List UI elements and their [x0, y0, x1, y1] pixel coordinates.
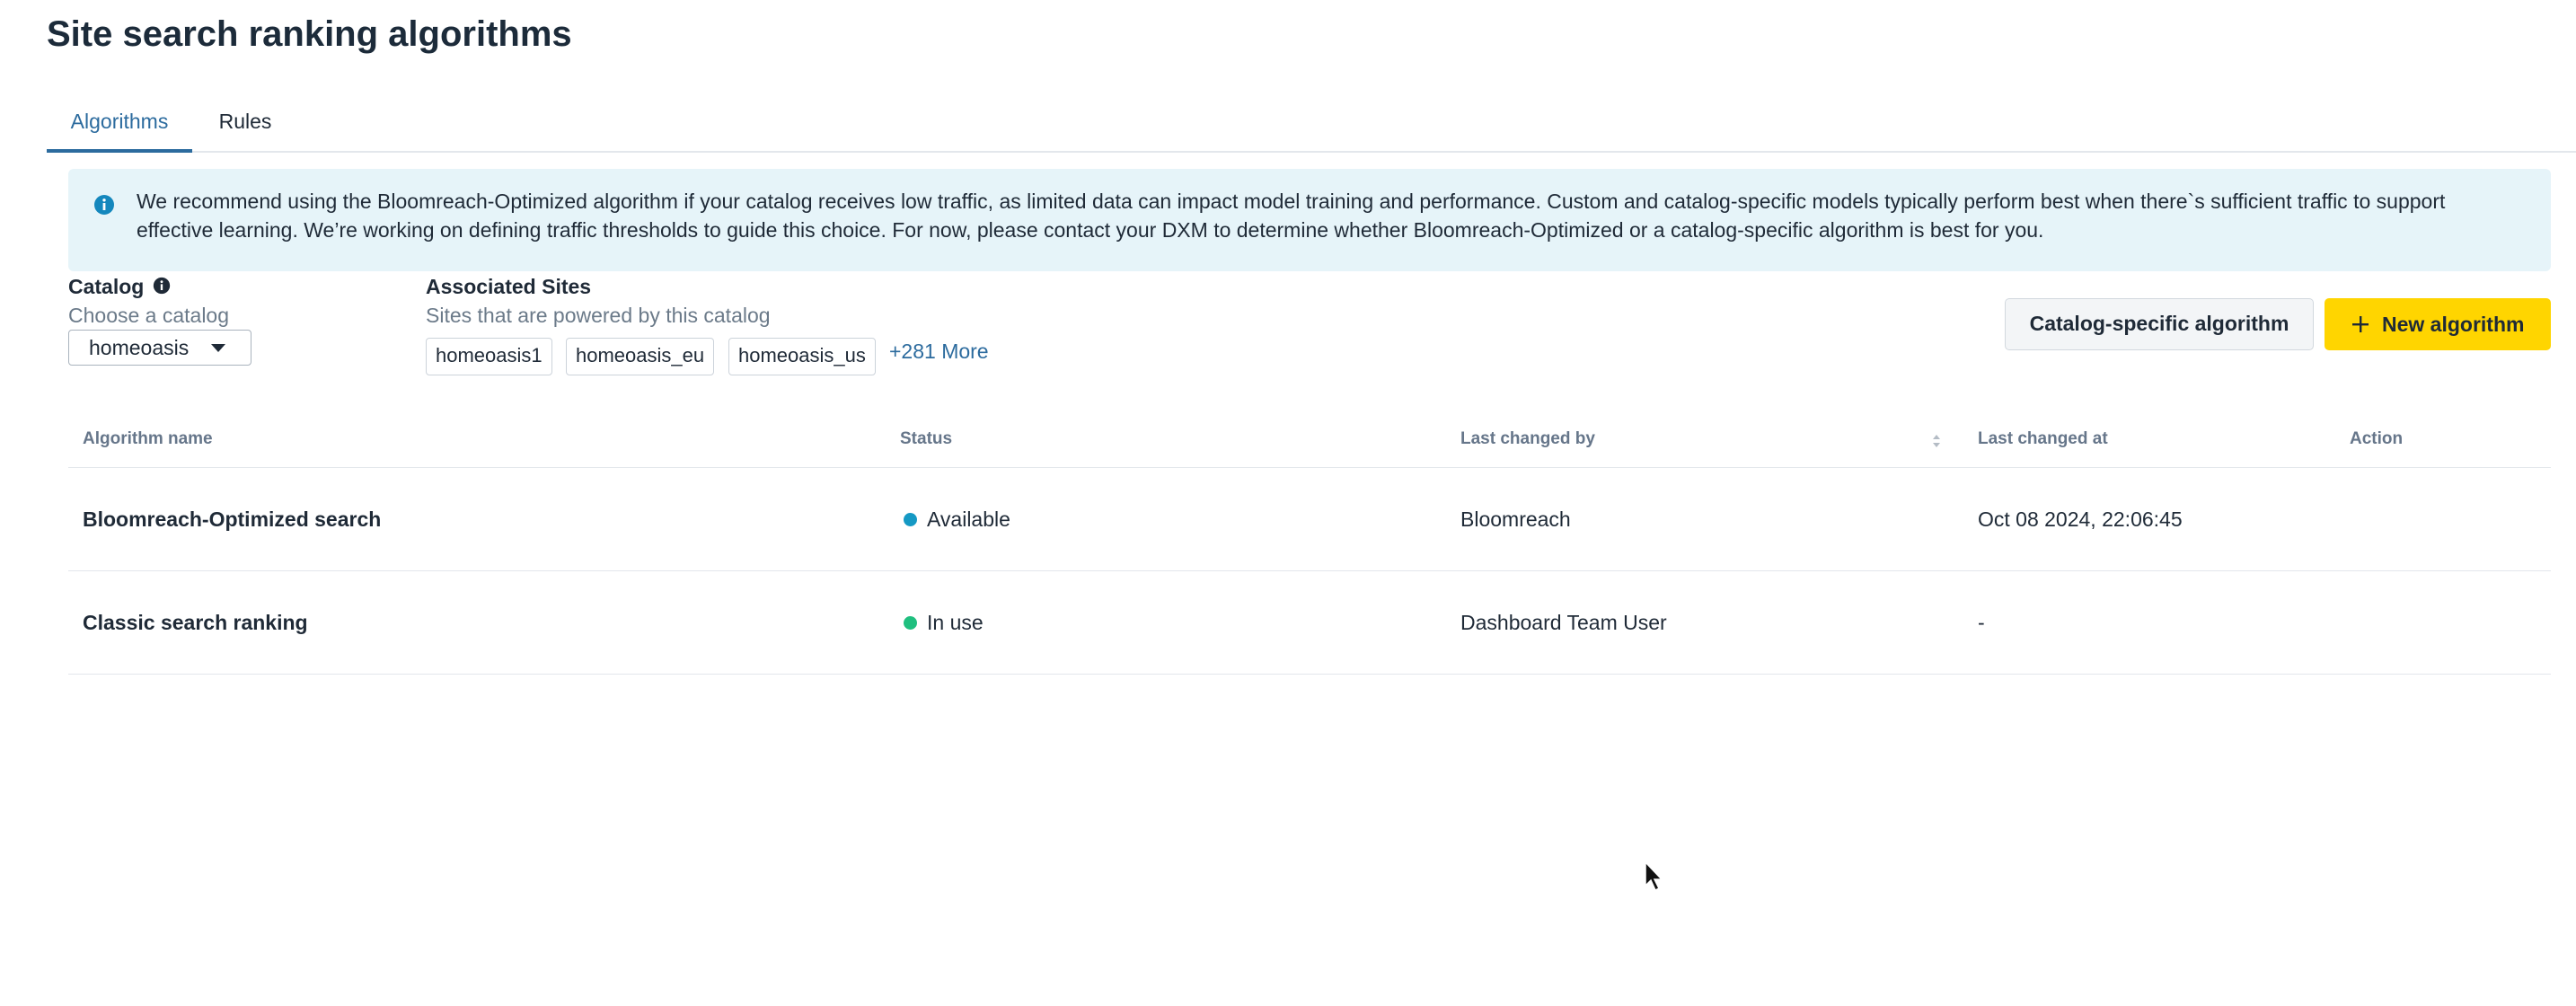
catalog-hint: Choose a catalog [68, 304, 230, 327]
associated-sites-hint: Sites that are powered by this catalog [426, 304, 771, 327]
plus-icon [2351, 315, 2369, 333]
banner-message: We recommend using the Bloomreach-Optimized algorithm if your catalog receives low traffic, as limited data can impact model training and performance. Custom and catalog-specific models typically perform best when there`s sufficient traffic to support effective learning. We’re working on defining traffic thresholds to guide this choice. For now, please contact your DXM to determine whether Bloomreach-Optimized or a catalog-specific algorithm is best for you. [137, 190, 2446, 242]
tab-bar [47, 99, 2576, 153]
table-row[interactable] [68, 468, 2551, 571]
info-icon [93, 194, 115, 216]
site-chip: homeoasis_eu [566, 338, 714, 375]
changed-by: Bloomreach [1460, 507, 1571, 531]
status-text: In use [927, 611, 984, 634]
changed-by: Dashboard Team User [1460, 611, 1667, 634]
column-header-action: Action [2350, 429, 2404, 448]
catalog-info-icon[interactable] [153, 277, 171, 295]
column-header-status[interactable]: Status [900, 429, 953, 448]
algorithms-table [68, 411, 2551, 675]
catalog-select[interactable] [68, 330, 251, 366]
caret-down-icon [211, 344, 225, 352]
tab-rules[interactable]: Rules [218, 110, 272, 133]
mouse-cursor-icon [1644, 860, 1665, 893]
new-algorithm-button[interactable] [2325, 298, 2551, 350]
associated-sites-label: Associated Sites [426, 275, 592, 298]
algorithm-name[interactable]: Classic search ranking [83, 611, 308, 634]
new-algorithm-label: New algorithm [2382, 313, 2525, 336]
table-row[interactable] [68, 571, 2551, 675]
changed-at: - [1978, 611, 1985, 634]
catalog-specific-algorithm-button[interactable]: Catalog-specific algorithm [2005, 298, 2314, 350]
column-header-changed-at[interactable]: Last changed at [1978, 429, 2108, 448]
catalog-label: Catalog [68, 275, 145, 298]
status-text: Available [927, 507, 1010, 531]
table-header [68, 411, 2551, 468]
site-chip: homeoasis_us [728, 338, 876, 375]
info-banner [68, 169, 2551, 271]
site-chip: homeoasis1 [426, 338, 552, 375]
status-dot-icon [904, 513, 917, 526]
sort-icon[interactable] [1931, 433, 1942, 449]
status-dot-icon [904, 616, 917, 630]
column-header-name[interactable]: Algorithm name [83, 429, 213, 448]
algorithm-name[interactable]: Bloomreach-Optimized search [83, 507, 382, 531]
column-header-changed-by[interactable]: Last changed by [1460, 429, 1595, 448]
catalog-select-value: homeoasis [89, 336, 190, 359]
page-title: Site search ranking algorithms [47, 14, 572, 54]
changed-at: Oct 08 2024, 22:06:45 [1978, 507, 2183, 531]
tab-algorithms[interactable]: Algorithms [47, 99, 192, 153]
more-sites-link[interactable]: +281 More [889, 340, 989, 363]
